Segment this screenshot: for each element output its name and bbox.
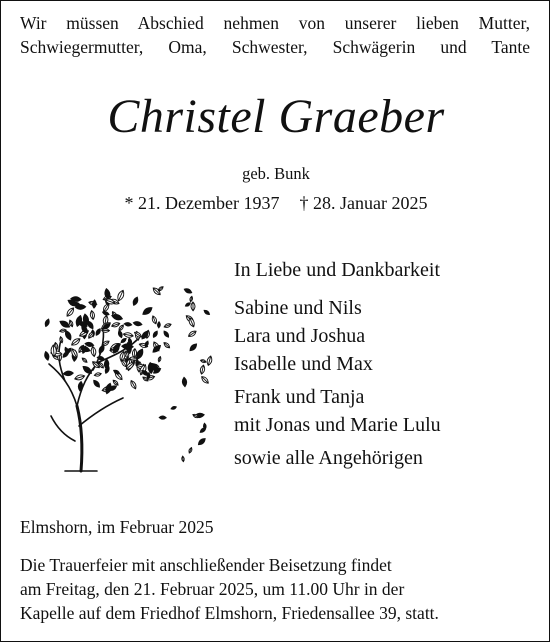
- leaf-shape: [159, 416, 166, 420]
- mourner-line: mit Jonas und Marie Lulu: [234, 414, 441, 436]
- leaf-shape: [163, 341, 171, 349]
- leaf-shape: [206, 355, 213, 366]
- intro-line-2: Schwiegermutter, Oma, Schwester, Schwägerin und Tante: [20, 37, 530, 57]
- leaf-shape: [59, 319, 71, 329]
- leaf-shape: [199, 365, 205, 375]
- leaf-shape: [44, 318, 50, 327]
- intro-text: [20, 11, 530, 59]
- funeral-note-line: Kapelle auf dem Friedhof Elmshorn, Friedensallee 39, statt.: [20, 603, 439, 623]
- leaf-shape: [74, 374, 85, 381]
- leaf-shape: [203, 309, 210, 316]
- leaf-shape: [181, 456, 184, 462]
- birth-date: * 21. Dezember 1937: [124, 193, 280, 213]
- mourner-group-2: [234, 383, 534, 439]
- mourner-line: Frank und Tanja: [234, 386, 365, 408]
- intro-line-1: Wir müssen Abschied nehmen von unserer lieben Mutter,: [20, 13, 530, 33]
- leaf-shape: [124, 322, 132, 327]
- leaf-shape: [116, 289, 125, 302]
- leaf-shape: [83, 322, 87, 329]
- mourners-block: [234, 256, 534, 472]
- leaf-shape: [183, 287, 192, 294]
- place-date: Elmshorn, im Februar 2025: [20, 517, 214, 537]
- leaf-shape: [188, 342, 198, 352]
- leaf-shape: [44, 351, 50, 361]
- mourner-group-1: [234, 294, 534, 378]
- leaf-shape: [65, 307, 75, 318]
- leaf-shape: [132, 296, 139, 306]
- birth-name: geb. Bunk: [242, 164, 310, 183]
- leaf-shape: [157, 286, 164, 292]
- mourners-closing: sowie alle Angehörigen: [234, 447, 423, 469]
- leaf-shape: [129, 380, 137, 390]
- leaf-shape: [152, 330, 159, 338]
- deceased-name: Christel Graeber: [107, 90, 445, 143]
- leaf-shape: [102, 303, 110, 313]
- leaf-shape: [81, 357, 88, 363]
- leaf-shape: [188, 447, 193, 454]
- leaf-shape: [92, 379, 101, 388]
- leaf-shape: [189, 296, 193, 302]
- leaf-shape: [171, 406, 177, 410]
- leaf-shape: [120, 337, 127, 343]
- leaf-shape: [112, 379, 119, 386]
- leaf-shape: [200, 359, 206, 363]
- leaf-shape: [185, 302, 191, 307]
- leaf-shape: [63, 371, 73, 376]
- mourner-line: Isabelle und Max: [234, 353, 373, 375]
- mourner-line: Sabine und Nils: [234, 297, 362, 319]
- funeral-note-line: Die Trauerfeier mit anschließender Beisetzung findet: [20, 555, 392, 575]
- leaf-shape: [164, 323, 172, 329]
- leaf-shape: [90, 310, 96, 320]
- leaf-shape: [141, 306, 153, 317]
- leaf-shape: [157, 322, 160, 328]
- leaf-shape: [182, 377, 187, 387]
- mourners-heading: In Liebe und Dankbarkeit: [234, 259, 441, 281]
- leaf-shape: [144, 340, 149, 347]
- leaf-shape: [95, 328, 102, 336]
- leaf-shape: [133, 321, 143, 327]
- leaf-shape: [117, 330, 123, 338]
- leaf-shape: [70, 337, 81, 347]
- leaf-shape: [123, 332, 134, 338]
- leaf-shape: [102, 311, 110, 316]
- tree-with-falling-leaves-icon: [35, 266, 215, 476]
- leaf-shape: [197, 437, 207, 446]
- leaf-shape: [200, 375, 210, 385]
- leaf-shape: [151, 315, 158, 324]
- leaf-shape: [91, 346, 97, 357]
- leaf-shape: [158, 356, 162, 362]
- funeral-note-line: am Freitag, den 21. Februar 2025, um 11.00 Uhr in der: [20, 579, 405, 599]
- death-date: † 28. Januar 2025: [299, 193, 428, 213]
- life-dates: [1, 193, 550, 214]
- leaf-shape: [191, 302, 195, 311]
- funeral-note: [20, 553, 540, 625]
- leaf-shape: [111, 322, 120, 328]
- leaf-shape: [94, 372, 102, 377]
- mourner-line: Lara und Joshua: [234, 325, 366, 347]
- leaf-shape: [163, 330, 170, 338]
- leaf-shape: [187, 330, 197, 339]
- leaf-shape: [113, 369, 121, 375]
